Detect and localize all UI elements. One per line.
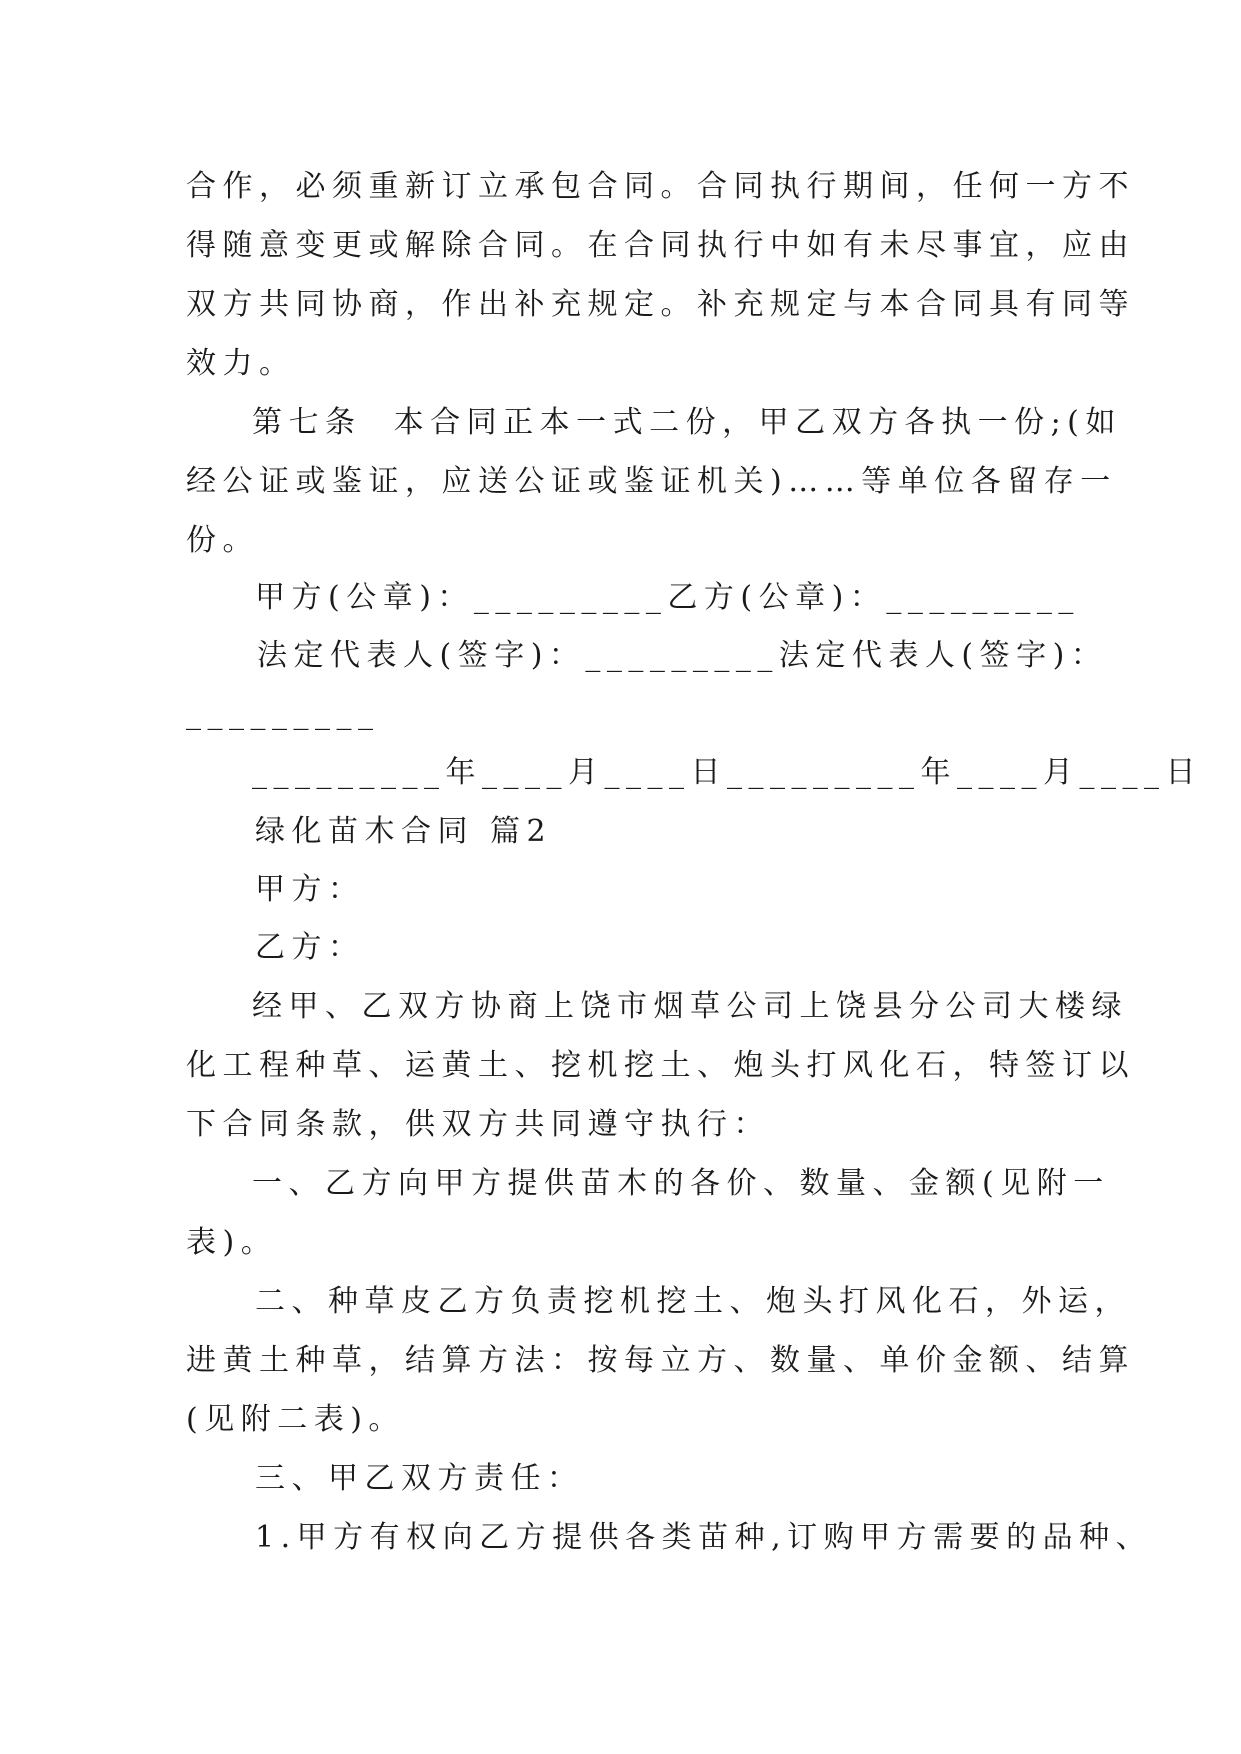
clause-two-line: 二、种草皮乙方负责挖机挖土、炮头打风化石，外运， (255, 1284, 1131, 1319)
paragraph-line: 化工程种草、运黄土、挖机挖土、炮头打风化石，特签订以 (186, 1048, 1135, 1083)
clause-three-heading: 三、甲乙双方责任： (255, 1461, 584, 1496)
section-title: 绿化苗木合同 篇2 (255, 814, 553, 849)
paragraph-line: 表)。 (186, 1225, 278, 1260)
paragraph-line: (见附二表)。 (186, 1402, 405, 1437)
signature-blank-line: _________ (186, 696, 380, 731)
paragraph-line: 效力。 (186, 346, 296, 381)
paragraph-line: 合作，必须重新订立承包合同。合同执行期间，任何一方不 (186, 169, 1135, 204)
party-b-line: 乙方： (255, 930, 365, 965)
paragraph-line: 下合同条款，供双方共同遵守执行： (186, 1107, 770, 1142)
paragraph-line: 经公证或鉴证，应送公证或鉴证机关)……等单位各留存一 (186, 464, 1117, 499)
article-seven-line: 第七条 本合同正本一式二份，甲乙双方各执一份;(如 (252, 405, 1122, 440)
paragraph-line: 份。 (186, 523, 259, 558)
paragraph-line: 进黄土种草，结算方法：按每立方、数量、单价金额、结算 (186, 1343, 1135, 1378)
paragraph-line: 双方共同协商，作出补充规定。补充规定与本合同具有同等 (186, 287, 1135, 322)
clause-one-line: 一、乙方向甲方提供苗木的各价、数量、金额(见附一 (252, 1166, 1110, 1201)
clause-three-item-one: 1.甲方有权向乙方提供各类苗种,订购甲方需要的品种、 (255, 1520, 1153, 1555)
seal-signature-line: 甲方(公章)：_________乙方(公章)：_________ (255, 580, 1080, 615)
representative-signature-line: 法定代表人(签字)：_________法定代表人(签字)： (257, 638, 1108, 673)
paragraph-line: 经甲、乙双方协商上饶市烟草公司上饶县分公司大楼绿 (252, 989, 1128, 1024)
date-line: _________年____月____日_________年____月____日 (252, 755, 1202, 790)
party-a-line: 甲方： (255, 872, 365, 907)
paragraph-line: 得随意变更或解除合同。在合同执行中如有未尽事宜，应由 (186, 228, 1135, 263)
